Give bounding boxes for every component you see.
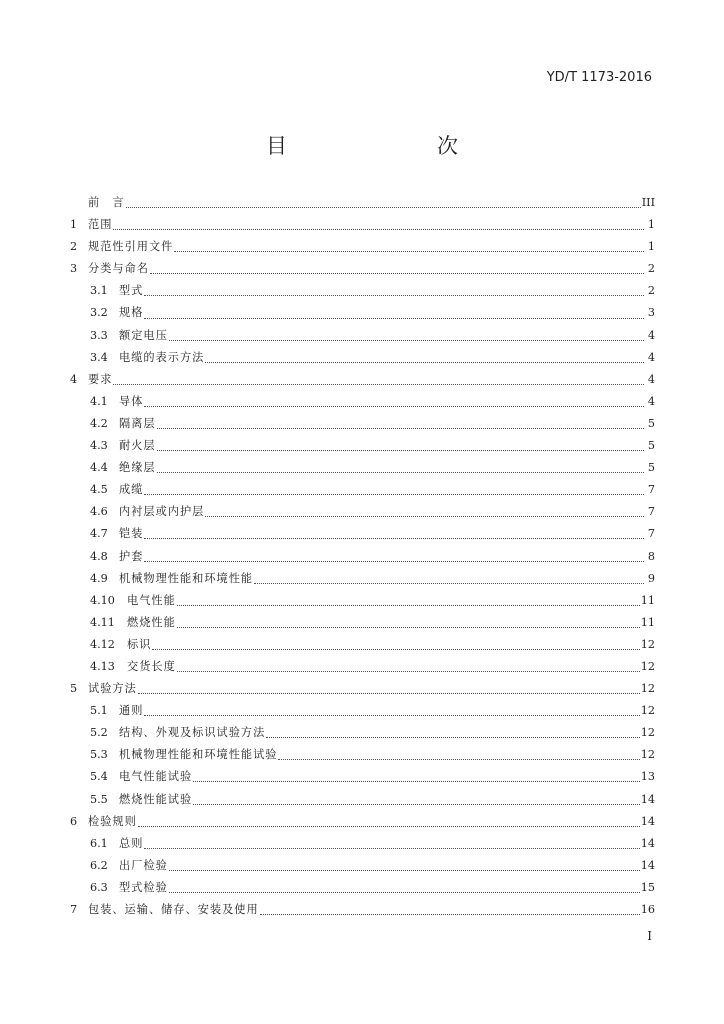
toc-entry-title: 电气性能 xyxy=(127,593,176,607)
toc-entry-title: 要求 xyxy=(88,372,113,386)
toc-entry-number: 4.8 xyxy=(90,549,108,563)
toc-dot-leader xyxy=(157,439,644,451)
page-title: 目 次 xyxy=(266,134,494,158)
toc-entry[interactable] xyxy=(70,435,655,457)
toc-entry-title: 机械物理性能和环境性能 xyxy=(119,571,254,585)
toc-entry-page: 5 xyxy=(647,416,655,430)
toc-entry-page: 4 xyxy=(647,350,655,364)
toc-dot-leader xyxy=(174,240,644,252)
toc-entry-page: 7 xyxy=(647,505,655,519)
toc-entry-title: 隔离层 xyxy=(119,416,156,430)
toc-entry[interactable] xyxy=(70,590,655,612)
toc-entry-title: 燃烧性能试验 xyxy=(119,792,193,806)
toc-entry-number: 4.4 xyxy=(90,461,108,475)
toc-entry-number: 4.6 xyxy=(90,505,108,519)
toc-entry-page: 12 xyxy=(640,659,655,673)
toc-entry-page: 5 xyxy=(647,439,655,453)
toc-entry-title: 导体 xyxy=(119,394,144,408)
toc-entry-number: 4.13 xyxy=(90,659,115,673)
toc-entry-number: 5.4 xyxy=(90,770,108,784)
toc-entry[interactable] xyxy=(70,501,655,523)
toc-entry-title: 规范性引用文件 xyxy=(88,240,174,254)
toc-dot-leader xyxy=(169,329,644,341)
toc-entry-number: 5.1 xyxy=(90,704,108,718)
toc-dot-leader xyxy=(144,550,644,562)
toc-entry-page: 14 xyxy=(640,814,655,828)
toc-dot-leader xyxy=(169,881,640,893)
toc-entry[interactable] xyxy=(70,192,655,214)
toc-entry-title: 范围 xyxy=(88,218,113,232)
toc-entry-title: 机械物理性能和环境性能试验 xyxy=(119,748,278,762)
table-of-contents xyxy=(70,192,655,921)
toc-entry[interactable] xyxy=(70,612,655,634)
toc-entry-page: 12 xyxy=(640,637,655,651)
toc-entry-page: 9 xyxy=(647,571,655,585)
toc-dot-leader xyxy=(150,262,644,274)
toc-dot-leader xyxy=(205,505,644,517)
toc-entry[interactable] xyxy=(70,479,655,501)
toc-entry[interactable] xyxy=(70,833,655,855)
toc-entry[interactable] xyxy=(70,744,655,766)
toc-entry-page: 4 xyxy=(647,328,655,342)
toc-entry[interactable] xyxy=(70,369,655,391)
toc-entry-page: 14 xyxy=(640,858,655,872)
toc-entry[interactable] xyxy=(70,236,655,258)
toc-entry[interactable] xyxy=(70,280,655,302)
toc-entry-page: 12 xyxy=(640,704,655,718)
toc-entry-page: 1 xyxy=(647,240,655,254)
toc-entry[interactable] xyxy=(70,899,655,921)
toc-entry-title: 额定电压 xyxy=(119,328,168,342)
toc-entry[interactable] xyxy=(70,457,655,479)
toc-entry[interactable] xyxy=(70,656,655,678)
toc-dot-leader xyxy=(144,527,644,539)
toc-entry-number: 6 xyxy=(70,814,78,828)
toc-entry-page: 7 xyxy=(647,483,655,497)
toc-entry-title: 规格 xyxy=(119,306,144,320)
toc-dot-leader xyxy=(157,461,644,473)
toc-entry-page: 11 xyxy=(640,593,655,607)
toc-entry-number: 3.1 xyxy=(90,284,108,298)
toc-entry[interactable] xyxy=(70,811,655,833)
toc-entry-title: 前 言 xyxy=(88,196,125,209)
toc-entry[interactable] xyxy=(70,214,655,236)
toc-entry[interactable] xyxy=(70,678,655,700)
toc-entry-title: 绝缘层 xyxy=(119,461,156,475)
toc-entry-title: 护套 xyxy=(119,549,144,563)
toc-dot-leader xyxy=(278,748,639,760)
toc-dot-leader xyxy=(144,704,639,716)
toc-entry[interactable] xyxy=(70,546,655,568)
toc-entry-page: 14 xyxy=(640,836,655,850)
toc-entry-page: 12 xyxy=(640,726,655,740)
toc-dot-leader xyxy=(254,572,644,584)
toc-dot-leader xyxy=(169,859,640,871)
toc-entry[interactable] xyxy=(70,700,655,722)
toc-entry-page: 16 xyxy=(640,903,655,916)
toc-dot-leader xyxy=(138,815,640,827)
toc-entry-number: 4.12 xyxy=(90,637,115,651)
toc-entry-title: 型式检验 xyxy=(119,880,168,894)
toc-entry-number: 5 xyxy=(70,682,78,696)
toc-entry-title: 交货长度 xyxy=(127,659,176,673)
toc-entry-page: 13 xyxy=(640,770,655,784)
toc-entry-number: 6.1 xyxy=(90,836,108,850)
toc-dot-leader xyxy=(113,218,644,230)
toc-entry-number: 4.9 xyxy=(90,571,108,585)
toc-entry-title: 包装、运输、储存、安装及使用 xyxy=(88,903,259,916)
toc-entry-number: 6.2 xyxy=(90,858,108,872)
toc-entry[interactable] xyxy=(70,877,655,899)
toc-entry-title: 分类与命名 xyxy=(88,262,149,276)
toc-entry-title: 电气性能试验 xyxy=(119,770,193,784)
toc-entry-title: 耐火层 xyxy=(119,439,156,453)
toc-entry-page: 11 xyxy=(640,615,655,629)
toc-entry-page: 8 xyxy=(647,549,655,563)
toc-entry-title: 型式 xyxy=(119,284,144,298)
toc-entry-number: 6.3 xyxy=(90,880,108,894)
toc-dot-leader xyxy=(126,196,641,208)
toc-entry-number: 5.3 xyxy=(90,748,108,762)
toc-entry-number: 4 xyxy=(70,372,78,386)
toc-entry-title: 结构、外观及标识试验方法 xyxy=(119,726,266,740)
toc-entry[interactable] xyxy=(70,347,655,369)
toc-entry-title: 内衬层或内护层 xyxy=(119,505,205,519)
toc-entry[interactable] xyxy=(70,258,655,280)
toc-dot-leader xyxy=(266,726,639,738)
toc-entry-page: III xyxy=(641,196,655,209)
toc-entry-title: 成缆 xyxy=(119,483,144,497)
toc-entry-page: 15 xyxy=(640,880,655,894)
toc-entry-page: 12 xyxy=(640,682,655,696)
toc-entry[interactable] xyxy=(70,789,655,811)
toc-entry-number: 4.10 xyxy=(90,593,115,607)
toc-entry-title: 燃烧性能 xyxy=(127,615,176,629)
toc-entry-title: 电缆的表示方法 xyxy=(119,350,205,364)
toc-dot-leader xyxy=(177,616,640,628)
toc-dot-leader xyxy=(138,682,640,694)
toc-entry-number: 7 xyxy=(70,903,78,916)
toc-entry-number: 4.3 xyxy=(90,439,108,453)
toc-entry-page: 4 xyxy=(647,372,655,386)
toc-dot-leader xyxy=(144,483,644,495)
toc-entry-number: 2 xyxy=(70,240,78,254)
toc-dot-leader xyxy=(144,307,644,319)
toc-entry-number: 3.3 xyxy=(90,328,108,342)
toc-entry-page: 4 xyxy=(647,394,655,408)
toc-entry-page: 3 xyxy=(647,306,655,320)
toc-dot-leader xyxy=(113,373,644,385)
toc-entry-title: 试验方法 xyxy=(88,682,137,696)
toc-entry-page: 5 xyxy=(647,461,655,475)
toc-entry[interactable] xyxy=(70,302,655,324)
toc-entry[interactable] xyxy=(70,523,655,545)
toc-dot-leader xyxy=(144,284,644,296)
toc-entry[interactable] xyxy=(70,325,655,347)
toc-entry-title: 铠装 xyxy=(119,527,144,541)
toc-entry-title: 出厂检验 xyxy=(119,858,168,872)
toc-dot-leader xyxy=(205,351,644,363)
toc-dot-leader xyxy=(144,837,639,849)
toc-entry[interactable] xyxy=(70,766,655,788)
toc-entry[interactable] xyxy=(70,855,655,877)
toc-entry-page: 14 xyxy=(640,792,655,806)
toc-entry[interactable] xyxy=(70,568,655,590)
toc-entry[interactable] xyxy=(70,391,655,413)
toc-entry[interactable] xyxy=(70,722,655,744)
toc-dot-leader xyxy=(177,594,640,606)
toc-entry-number: 1 xyxy=(70,218,78,232)
page-number: I xyxy=(647,929,652,943)
toc-entry-number: 4.7 xyxy=(90,527,108,541)
toc-entry-number: 5.5 xyxy=(90,792,108,806)
standard-code: YD/T 1173-2016 xyxy=(546,70,652,85)
toc-entry-number: 4.11 xyxy=(90,615,115,629)
toc-entry-number: 3.2 xyxy=(90,306,108,320)
toc-entry-title: 检验规则 xyxy=(88,814,137,828)
toc-dot-leader xyxy=(177,660,640,672)
toc-dot-leader xyxy=(193,793,640,805)
toc-entry[interactable] xyxy=(70,413,655,435)
toc-entry-title: 总则 xyxy=(119,836,144,850)
toc-entry-title: 通则 xyxy=(119,704,144,718)
toc-entry-number: 5.2 xyxy=(90,726,108,740)
toc-entry-number: 3.4 xyxy=(90,350,108,364)
toc-entry-number: 4.2 xyxy=(90,416,108,430)
toc-dot-leader xyxy=(157,417,644,429)
toc-entry-page: 7 xyxy=(647,527,655,541)
toc-entry-number: 4.1 xyxy=(90,394,108,408)
toc-entry-number: 3 xyxy=(70,262,78,276)
toc-entry-page: 2 xyxy=(647,262,655,276)
toc-dot-leader xyxy=(152,638,639,650)
toc-entry-page: 2 xyxy=(647,284,655,298)
toc-entry-number: 4.5 xyxy=(90,483,108,497)
toc-entry-page: 1 xyxy=(647,218,655,232)
toc-dot-leader xyxy=(144,395,644,407)
toc-dot-leader xyxy=(193,770,640,782)
toc-dot-leader xyxy=(260,903,640,915)
toc-entry-page: 12 xyxy=(640,748,655,762)
toc-entry[interactable] xyxy=(70,634,655,656)
toc-entry-title: 标识 xyxy=(127,637,152,651)
